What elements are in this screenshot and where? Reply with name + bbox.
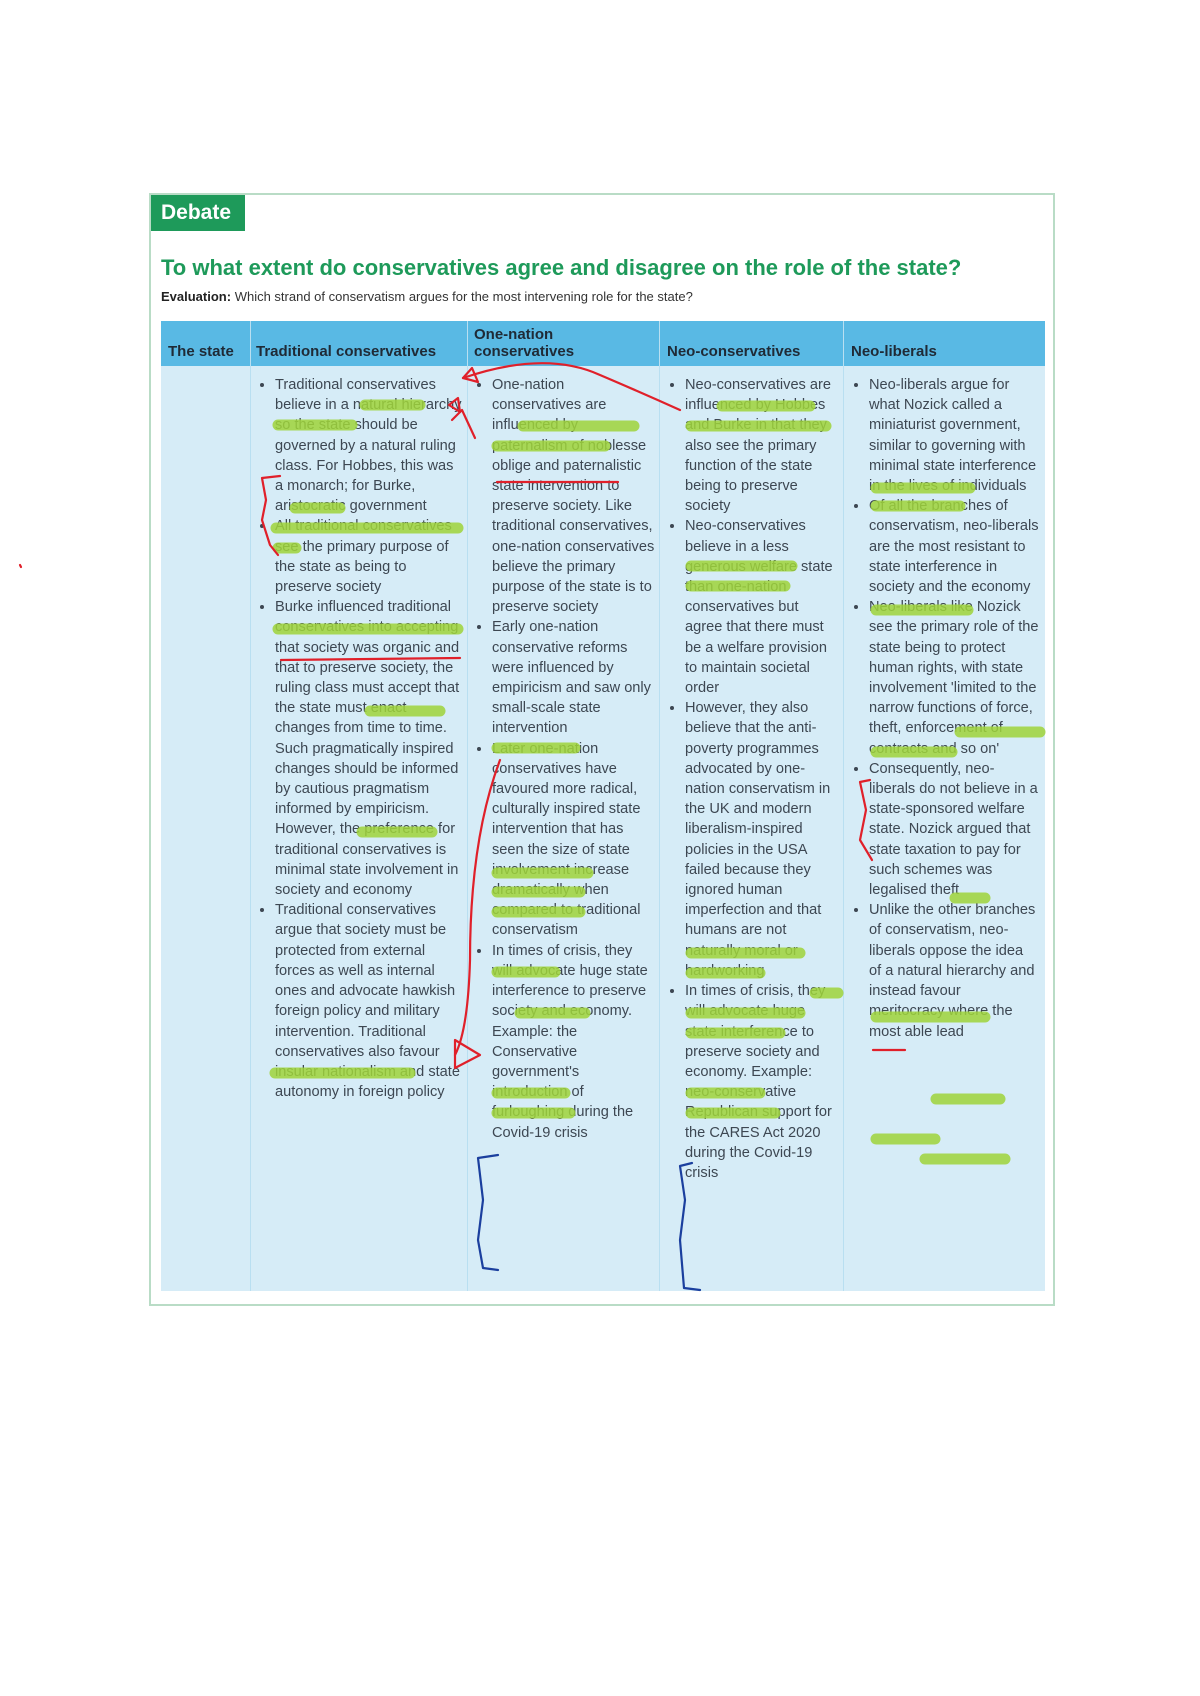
column-divider <box>659 321 660 1291</box>
evaluation-label: Evaluation: <box>161 289 232 304</box>
evaluation-line <box>161 289 693 304</box>
dot-mark <box>20 565 21 567</box>
list-item: • Traditional conservatives believe in a natural hierarchy so the state should be governed by a natural ruling class. For Hobbes, this was a monarch; for Burke, aristocratic government <box>275 375 463 516</box>
evaluation-text: Which strand of conservatism argues for the most intervening role for the state? <box>234 289 693 304</box>
header-one-nation: One-nation conservatives <box>474 326 575 360</box>
list-item: • One-nation conservatives are influenced by paternalism of noblesse oblige and paternalistic state intervention to preserve society. Like traditional conservatives, one-nation conservatives believe the primary purpose of the state is to preserve society <box>492 375 656 617</box>
list-item: • Consequently, neo-liberals do not believe in a state-sponsored welfare state. Nozick argued that state taxation to pay for such schemes was legalised theft <box>869 759 1039 900</box>
bullet-list <box>257 375 463 1102</box>
list-item: • Burke influenced traditional conservatives into accepting that society was organic and that to preserve society, the ruling class must accept that the state must enact changes from time to time. Such pragmatically inspired changes should be informed by cautious pragmatism informed by empiricism. However, the preference for traditional conservatives is minimal state involvement in society and economy <box>275 597 463 900</box>
list-item: • Early one-nation conservative reforms were influenced by empiricism and saw only small-scale state intervention <box>492 617 656 738</box>
list-item: • Neo-conservatives believe in a less generous welfare state than one-nation conservatives but agree that there must be a welfare provision to maintain societal order <box>685 516 839 698</box>
list-item: • However, they also believe that the anti-poverty programmes advocated by one-nation conservatism in the UK and modern liberalism-inspired policies in the USA failed because they ignored human imperfection and that humans are not naturally moral or hardworking <box>685 698 839 981</box>
header-neo-liberals: Neo-liberals <box>851 343 937 360</box>
list-item: • Neo-liberals argue for what Nozick called a miniaturist government, similar to governing with minimal state interference in the lives of individuals <box>869 375 1039 496</box>
debate-card <box>149 193 1055 1306</box>
column-divider <box>843 321 844 1291</box>
list-item: • Neo-liberals like Nozick see the primary role of the state being to protect human rights, with state involvement 'limited to the narrow functions of force, theft, enforcement of contracts and so on' <box>869 597 1039 759</box>
list-item: • All traditional conservatives see the primary purpose of the state as being to preserve society <box>275 516 463 597</box>
column-divider <box>467 321 468 1291</box>
bullet-list <box>851 375 1039 1042</box>
header-the-state: The state <box>168 343 234 360</box>
list-item: • Later one-nation conservatives have favoured more radical, culturally inspired state intervention that has seen the size of state involvement increase dramatically when compared to traditional conservatism <box>492 739 656 941</box>
list-item: • Neo-conservatives are influenced by Hobbes and Burke in that they also see the primary function of the state being to preserve society <box>685 375 839 516</box>
list-item: • Traditional conservatives argue that society must be protected from external forces as well as internal ones and advocate hawkish foreign policy and military intervention. Traditional conservatives also favour insular nationalism and state autonomy in foreign policy <box>275 900 463 1102</box>
bullet-list <box>667 375 839 1183</box>
list-item: • In times of crisis, they will advocate huge state interference to preserve society and economy. Example: neo-conservative Republican support for the CARES Act 2020 during the Covid-19 crisis <box>685 981 839 1183</box>
list-item: • Unlike the other branches of conservatism, neo-liberals oppose the idea of a natural hierarchy and instead favour meritocracy where the most able lead <box>869 900 1039 1041</box>
debate-badge: Debate <box>151 195 245 231</box>
traditional-column <box>257 375 463 1102</box>
list-item: • In times of crisis, they will advocate huge state interference to preserve society and economy. Example: the Conservative government's introduction of furloughing during the Covid-19 crisis <box>492 941 656 1143</box>
list-item: • Of all the branches of conservatism, neo-liberals are the most resistant to state interference in society and the economy <box>869 496 1039 597</box>
header-traditional: Traditional conservatives <box>256 343 437 360</box>
table-header-row <box>161 321 1045 366</box>
neo-conservatives-column <box>667 375 839 1183</box>
one-nation-column <box>474 375 656 1143</box>
column-divider <box>250 321 251 1291</box>
header-neo-conservatives: Neo-conservatives <box>667 343 801 360</box>
bullet-list <box>474 375 656 1143</box>
comparison-table <box>161 321 1045 1291</box>
neo-liberals-column <box>851 375 1039 1042</box>
debate-title: To what extent do conservatives agree and disagree on the role of the state? <box>161 255 962 280</box>
